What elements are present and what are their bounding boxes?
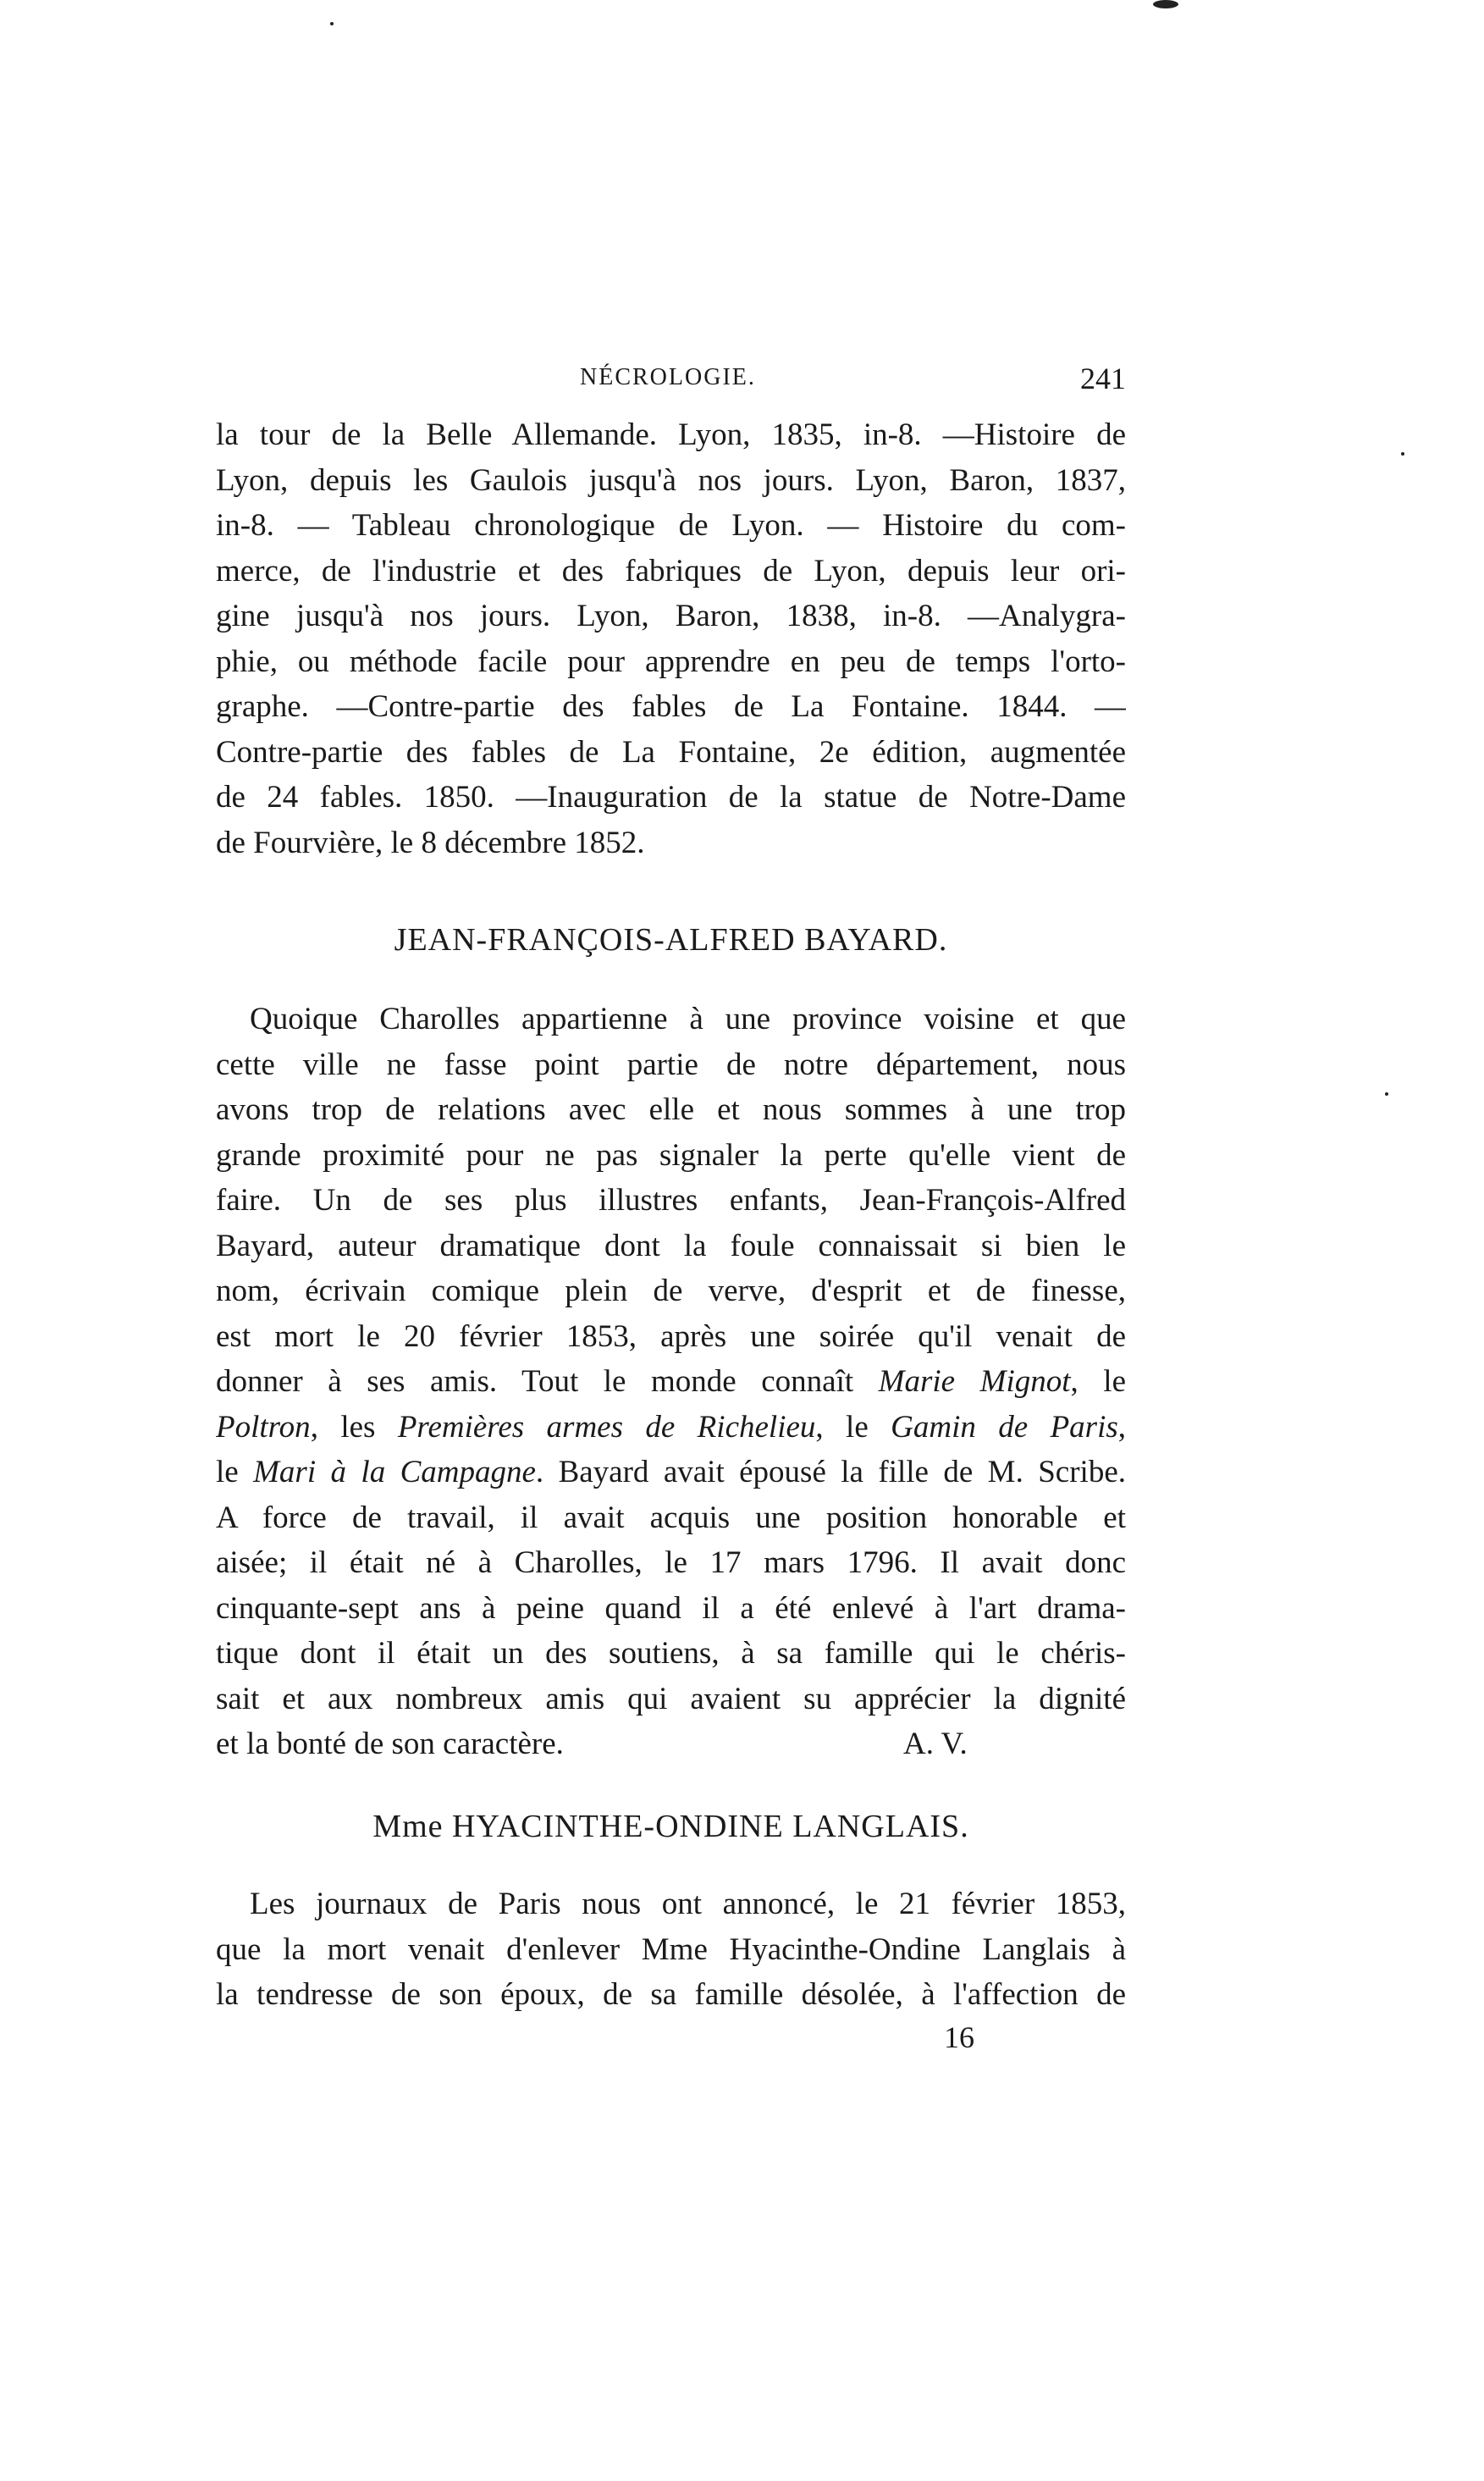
- ink-speck: [1401, 452, 1404, 456]
- text-segment: donner à ses amis. Tout le monde connaît: [216, 1364, 879, 1399]
- text-line: est mort le 20 février 1853, après une soirée qu'il venait de: [216, 1318, 1126, 1354]
- section-title-bayard: JEAN-FRANÇOIS-ALFRED BAYARD.: [394, 922, 948, 958]
- text-segment: , le: [1070, 1364, 1126, 1399]
- work-title: Premières armes de Richelieu: [397, 1409, 816, 1445]
- text-line: merce, de l'industrie et des fabriques de Lyon, depuis leur ori-: [216, 553, 1126, 588]
- text-segment: . Bayard avait épousé la fille de M. Scribe.: [535, 1455, 1126, 1489]
- work-title: Gamin de Paris: [891, 1409, 1118, 1445]
- text-segment: , les: [310, 1409, 398, 1445]
- text-line: la tendresse de son époux, de sa famille désolée, à l'affection de: [216, 1977, 1126, 2012]
- text-line: Bayard, auteur dramatique dont la foule connaissait si bien le: [216, 1228, 1126, 1263]
- text-line: Les journaux de Paris nous ont annoncé, le 21 février 1853,: [250, 1887, 1126, 1921]
- text-segment: le: [216, 1455, 254, 1489]
- text-line: [216, 1450, 1126, 1495]
- text-line: aisée; il était né à Charolles, le 17 mars 1796. Il avait donc: [216, 1545, 1126, 1580]
- running-head: NÉCROLOGIE.: [580, 364, 756, 390]
- text-line: tique dont il était un des soutiens, à sa famille qui le chéris-: [216, 1636, 1126, 1671]
- text-line: nom, écrivain comique plein de verve, d'esprit et de finesse,: [216, 1274, 1126, 1308]
- text-line: de Fourvière, le 8 décembre 1852.: [216, 825, 645, 860]
- text-line: Contre-partie des fables de La Fontaine, 2e édition, augmentée: [216, 734, 1126, 770]
- text-line: graphe. —Contre-partie des fables de La Fontaine. 1844. —: [216, 689, 1126, 724]
- section-title-langlais: Mme HYACINTHE-ONDINE LANGLAIS.: [372, 1809, 969, 1844]
- text-line: la tour de la Belle Allemande. Lyon, 1835, in-8. —Histoire de: [216, 417, 1126, 452]
- paragraph-langlais: [216, 1881, 1126, 2018]
- text-line: grande proximité pour ne pas signaler la perte qu'elle vient de: [216, 1137, 1126, 1173]
- continued-paragraph: [216, 412, 1126, 865]
- work-title: Mari à la Campagne: [253, 1455, 536, 1489]
- text-segment: ,: [1117, 1409, 1126, 1445]
- text-line: cinquante-sept ans à peine quand il a été enlevé à l'art drama-: [216, 1590, 1126, 1626]
- text-line: Lyon, depuis les Gaulois jusqu'à nos jours. Lyon, Baron, 1837,: [216, 462, 1126, 498]
- text-line: [216, 1359, 1126, 1405]
- ink-speck: [1385, 1092, 1388, 1096]
- text-segment: et la bonté de son caractère.: [216, 1727, 564, 1761]
- text-segment: , le: [815, 1409, 891, 1445]
- text-line: A force de travail, il avait acquis une position honorable et: [216, 1500, 1126, 1535]
- ink-speck: [1153, 0, 1178, 8]
- text-line: avons trop de relations avec elle et nous sommes à une trop: [216, 1092, 1126, 1127]
- ink-speck: [330, 22, 334, 25]
- text-line: de 24 fables. 1850. —Inauguration de la statue de Notre-Dame: [216, 780, 1126, 815]
- page-header: [216, 364, 1126, 406]
- work-title: Poltron: [216, 1409, 311, 1445]
- text-line: [216, 1405, 1126, 1450]
- text-line: [216, 1721, 1126, 1767]
- text-line: phie, ou méthode facile pour apprendre en peu de temps l'orto-: [216, 644, 1126, 679]
- work-title: Marie Mignot: [878, 1364, 1071, 1399]
- text-line: faire. Un de ses plus illustres enfants, Jean-François-Alfred: [216, 1183, 1126, 1218]
- page-number: 241: [1080, 362, 1126, 395]
- paragraph-bayard: [216, 997, 1126, 1767]
- text-line: que la mort venait d'enlever Mme Hyacinthe-Ondine Langlais à: [216, 1931, 1126, 1967]
- text-line: gine jusqu'à nos jours. Lyon, Baron, 1838, in-8. —Analygra-: [216, 599, 1126, 633]
- text-line: in-8. — Tableau chronologique de Lyon. — Histoire du com-: [216, 508, 1126, 543]
- text-line: Quoique Charolles appartienne à une province voisine et que: [250, 1002, 1126, 1036]
- text-line: cette ville ne fasse point partie de notre département, nous: [216, 1047, 1126, 1082]
- text-line: sait et aux nombreux amis qui avaient su apprécier la dignité: [216, 1681, 1126, 1716]
- signature-mark: 16: [944, 2020, 974, 2054]
- author-initials: A. V.: [903, 1727, 968, 1761]
